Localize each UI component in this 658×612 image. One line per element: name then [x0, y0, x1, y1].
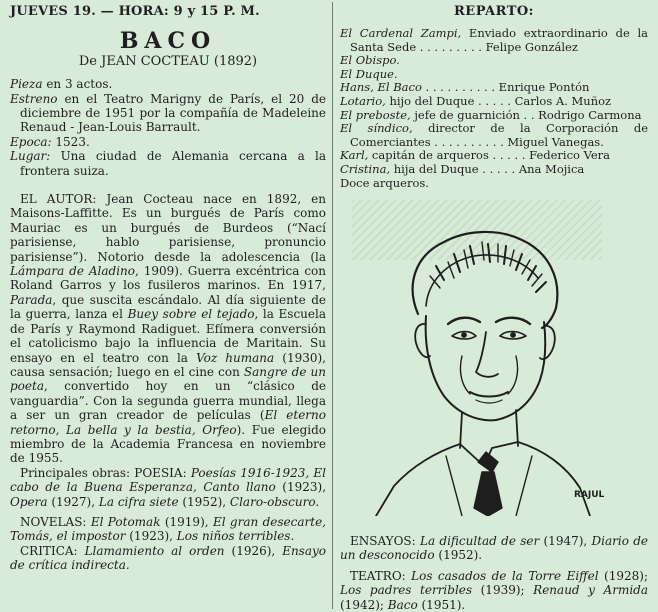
play-author: De JEAN COCTEAU (1892) [78, 54, 258, 70]
right-bottom-text [340, 534, 648, 612]
meta-estreno: Estreno en el Teatro Marigny de París, el 20 de diciembre de 1951 por la compañía de Madeleine Renaud - Jean-Louis Barrault. [10, 91, 326, 135]
left-column [10, 4, 326, 573]
meta-epoca: Epoca: 1523. [10, 134, 90, 149]
schedule-header: JUEVES 19. — HORA: 9 y 15 P. M. [10, 4, 260, 19]
cast-item: Hans, El Baco . . . . . . . . . . Enrique Pontón [340, 80, 590, 95]
meta-pieza: Pieza en 3 actos. [10, 77, 113, 92]
meta-lugar: Lugar: Una ciudad de Alemania cercana a la frontera suiza. [10, 149, 326, 178]
play-title: BACO [119, 28, 217, 54]
cast-item: El Cardenal Zampi, Enviado extraordinario de la Santa Sede . . . . . . . . . Felipe González [340, 26, 648, 54]
cocteau-portrait-illustration [366, 216, 592, 516]
author-bio: EL AUTOR: Jean Cocteau nace en 1892, en Maisons-Laffitte. Es un burgués de París como Mauriac es un burgués de Burdeos (“Nací parisiense, hablo parisiense, pronuncio parisiense”). Notorio desde la adolescencia (la Lámpara de Aladino, 1909). Guerra excéntrica con Roland Garros y los fusileros marinos. En 1917, Parada, que suscita escándalo. Al día siguiente de la guerra, lanza el Buey sobre el tejado, la Escuela de París y Raymond Radiguet. Efímera conversión el catolicismo bajo la influencia de Maritain. Su ensayo en el teatro con la Voz humana (1930), causa sensación; luego en el cine con Sangre de un poeta, convertido hoy en un “clásico de vanguardia”. Con la segunda guerra mundial, llega a ser un gran creador de películas (El eterno retorno, La bella y la bestia, Orfeo). Fue elegido miembro de la Academia Francesa en noviembre de 1955. [10, 192, 327, 466]
cast-item: El preboste, jefe de guarnición . . Rodrigo Carmona [340, 107, 642, 122]
cast-item: Karl, capitán de arqueros . . . . . Federico Vera [340, 148, 611, 163]
cast-item: El Duque. [340, 66, 398, 81]
illustrator-signature: RAJUL [574, 490, 605, 500]
right-column [340, 4, 648, 190]
main-works: Principales obras: POESIA: Poesías 1916-1923, El cabo de la Buena Esperanza, Canto llano (1923), Opera (1927), La cifra siete (1952), Claro-obscuro. [10, 465, 327, 509]
cast-title: REPARTO: [453, 4, 534, 19]
novels: NOVELAS: El Potomak (1919), El gran desecarte, Tomás, el impostor (1923), Los niños terribles. [10, 514, 326, 544]
cast-list [340, 27, 648, 190]
criticism: CRITICA: Llamamiento al orden (1926), Ensayo de crítica indirecta. [10, 543, 326, 573]
cast-item: El Obispo. [340, 53, 400, 68]
column-divider [332, 2, 333, 609]
essays: ENSAYOS: La dificultad de ser (1947), Diario de un desconocido (1952). [340, 534, 648, 563]
cast-item: El síndico, director de la Corporación de Comerciantes . . . . . . . . . . Miguel Vanegas. [340, 121, 649, 149]
theatre-works: TEATRO: Los casados de la Torre Eiffel (1928); Los padres terribles (1939); Renaud y Armida (1942); Baco (1951). [340, 568, 649, 612]
cast-item: Cristina, hija del Duque . . . . . Ana Mojica [340, 161, 585, 176]
cast-item: Doce arqueros. [340, 175, 429, 190]
cast-item: Lotario, hijo del Duque . . . . . Carlos A. Muñoz [340, 93, 612, 108]
